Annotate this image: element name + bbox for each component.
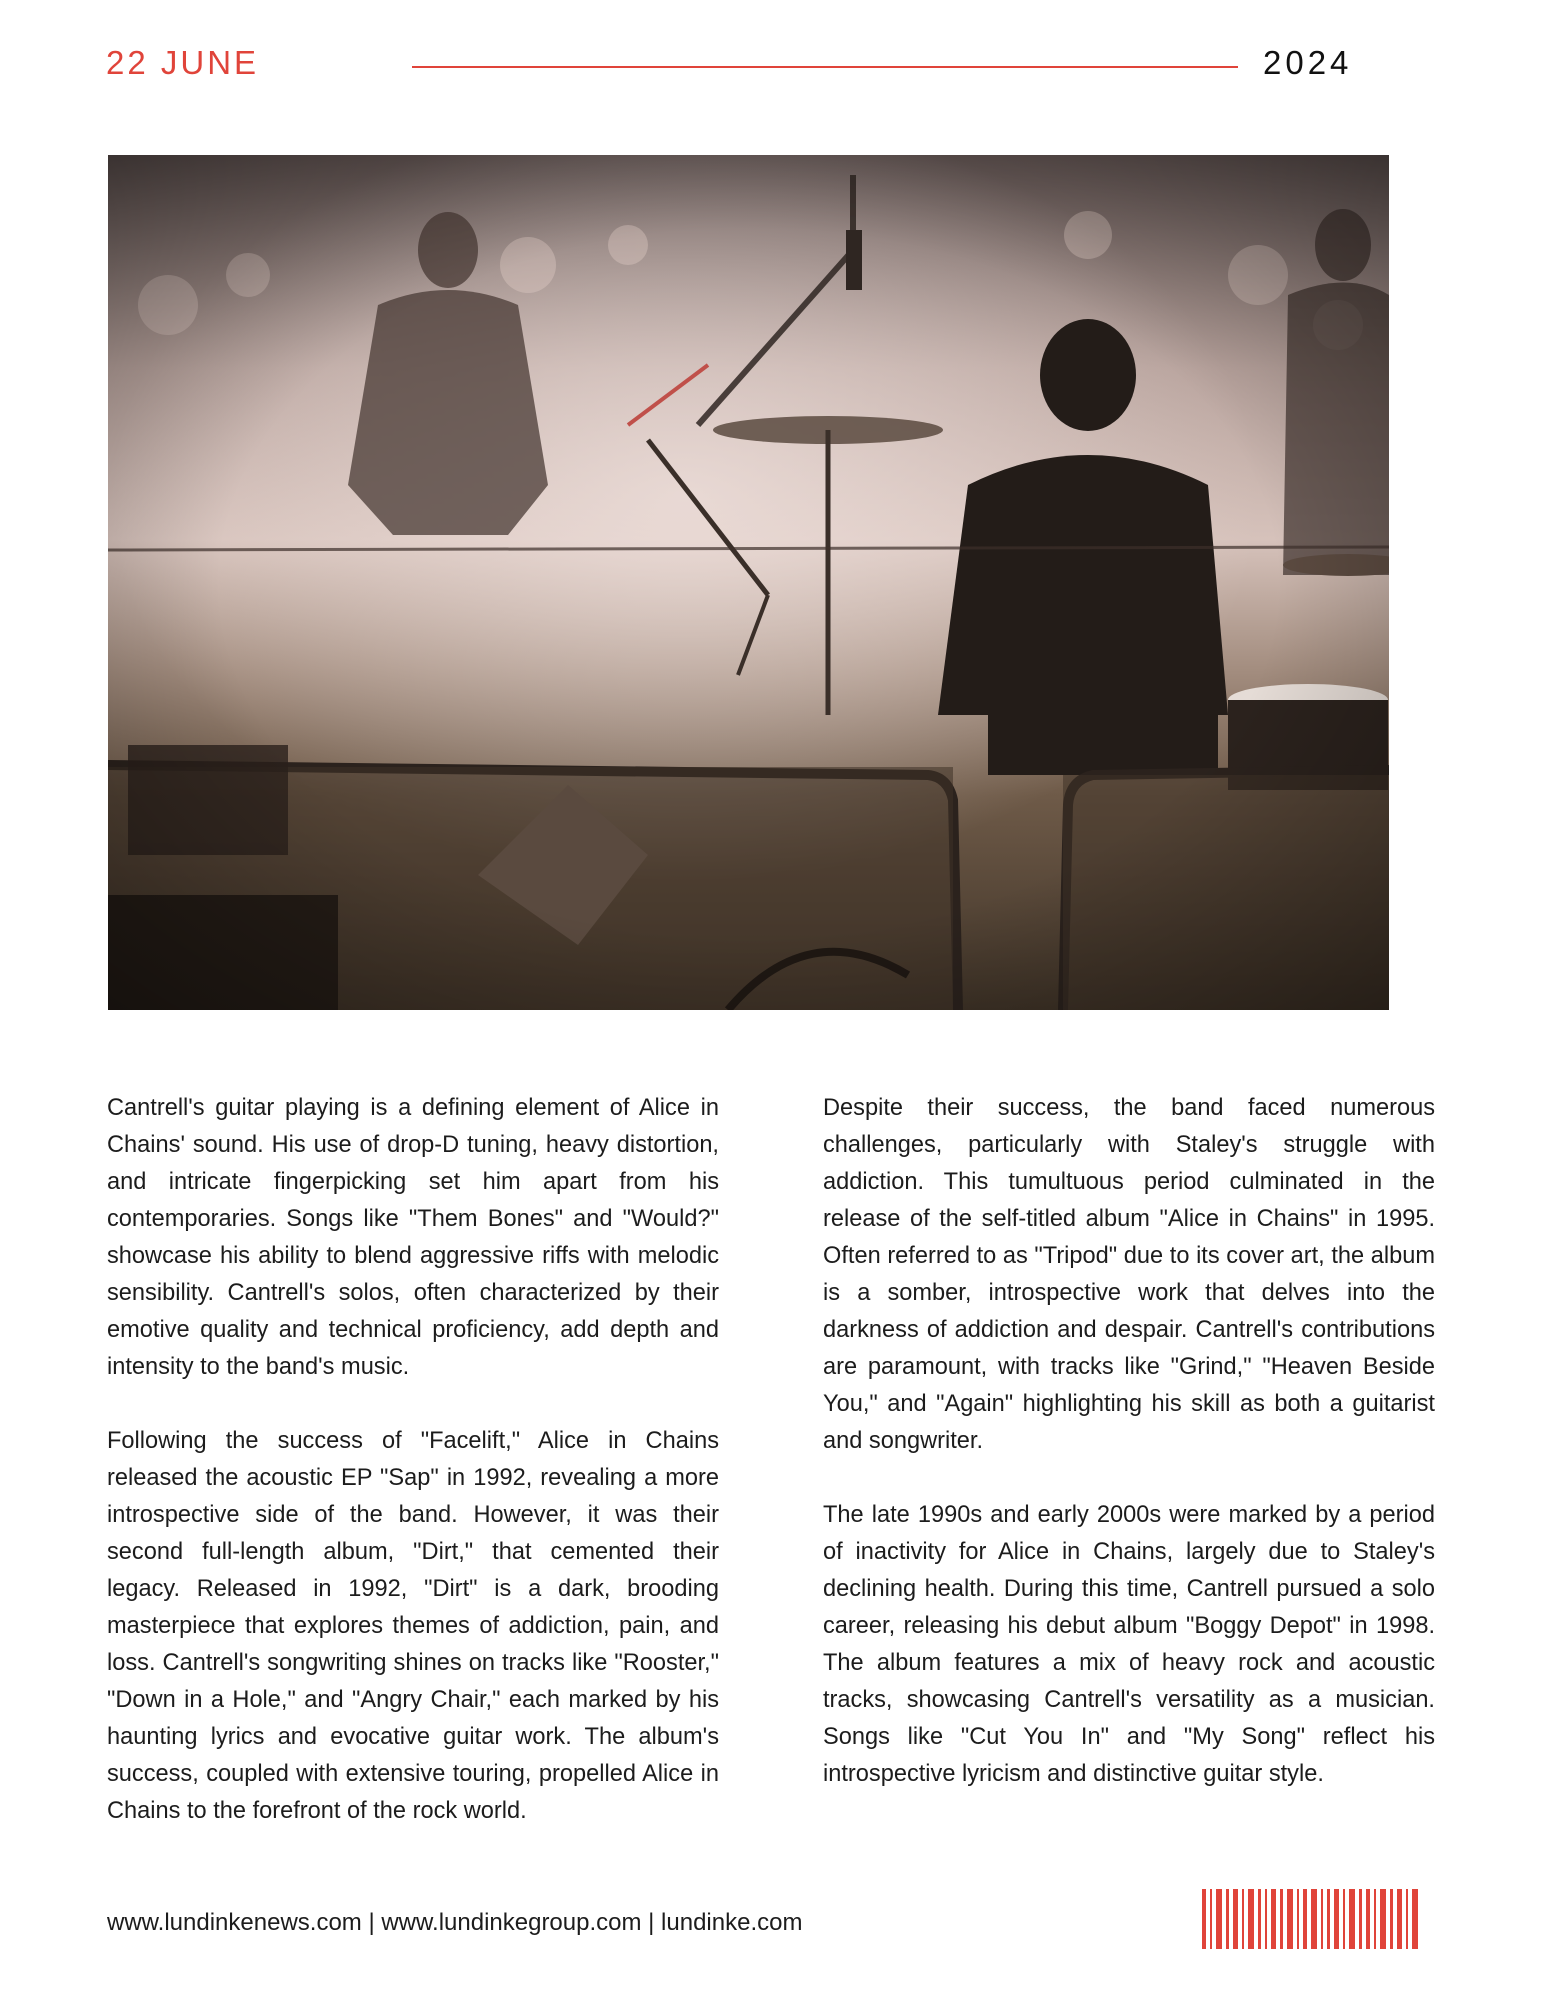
- footer-website-links[interactable]: www.lundinkenews.com | www.lundinkegroup.com | lundinke.com: [107, 1909, 803, 1936]
- barcode-icon: [1202, 1889, 1422, 1949]
- paragraph: Following the success of "Facelift," Alice in Chains released the acoustic EP "Sap" in 1992, revealing a more introspective side of the band. However, it was their second full-length album, "Dirt," that cemented their legacy. Released in 1992, "Dirt" is a dark, brooding masterpiece that explores themes of addiction, pain, and loss. Cantrell's songwriting shines on tracks like "Rooster," "Down in a Hole," and "Angry Chair," each marked by his haunting lyrics and evocative guitar work. The album's success, coupled with extensive touring, propelled Alice in Chains to the forefront of the rock world.: [107, 1428, 719, 1824]
- concert-stage-photo: [108, 155, 1389, 1010]
- article-column-left: [107, 1090, 719, 1867]
- paragraph: The late 1990s and early 2000s were marked by a period of inactivity for Alice in Chains, largely due to Staley's declining health. During this time, Cantrell pursued a solo career, releasing his debut album "Boggy Depot" in 1998. The album features a mix of heavy rock and acoustic tracks, showcasing Cantrell's versatility as a musician. Songs like "Cut You In" and "My Song" reflect his introspective lyricism and distinctive guitar style.: [823, 1502, 1435, 1787]
- header-divider: [412, 66, 1238, 68]
- issue-year: 2024: [1263, 44, 1353, 81]
- paragraph: Cantrell's guitar playing is a defining element of Alice in Chains' sound. His use of drop-D tuning, heavy distortion, and intricate fingerpicking set him apart from his contemporaries. Songs like "Them Bones" and "Would?" showcase his ability to blend aggressive riffs with melodic sensibility. Cantrell's solos, often characterized by their emotive quality and technical proficiency, add depth and intensity to the band's music.: [107, 1095, 719, 1380]
- paragraph: Despite their success, the band faced numerous challenges, particularly with Staley's struggle with addiction. This tumultuous period culminated in the release of the self-titled album "Alice in Chains" in 1995. Often referred to as "Tripod" due to its cover art, the album is a somber, introspective work that delves into the darkness of addiction and despair. Cantrell's contributions are paramount, with tracks like "Grind," "Heaven Beside You," and "Again" highlighting his skill as both a guitarist and songwriter.: [823, 1095, 1435, 1454]
- article-column-right: [823, 1090, 1435, 1830]
- issue-date: 22 JUNE: [106, 44, 260, 81]
